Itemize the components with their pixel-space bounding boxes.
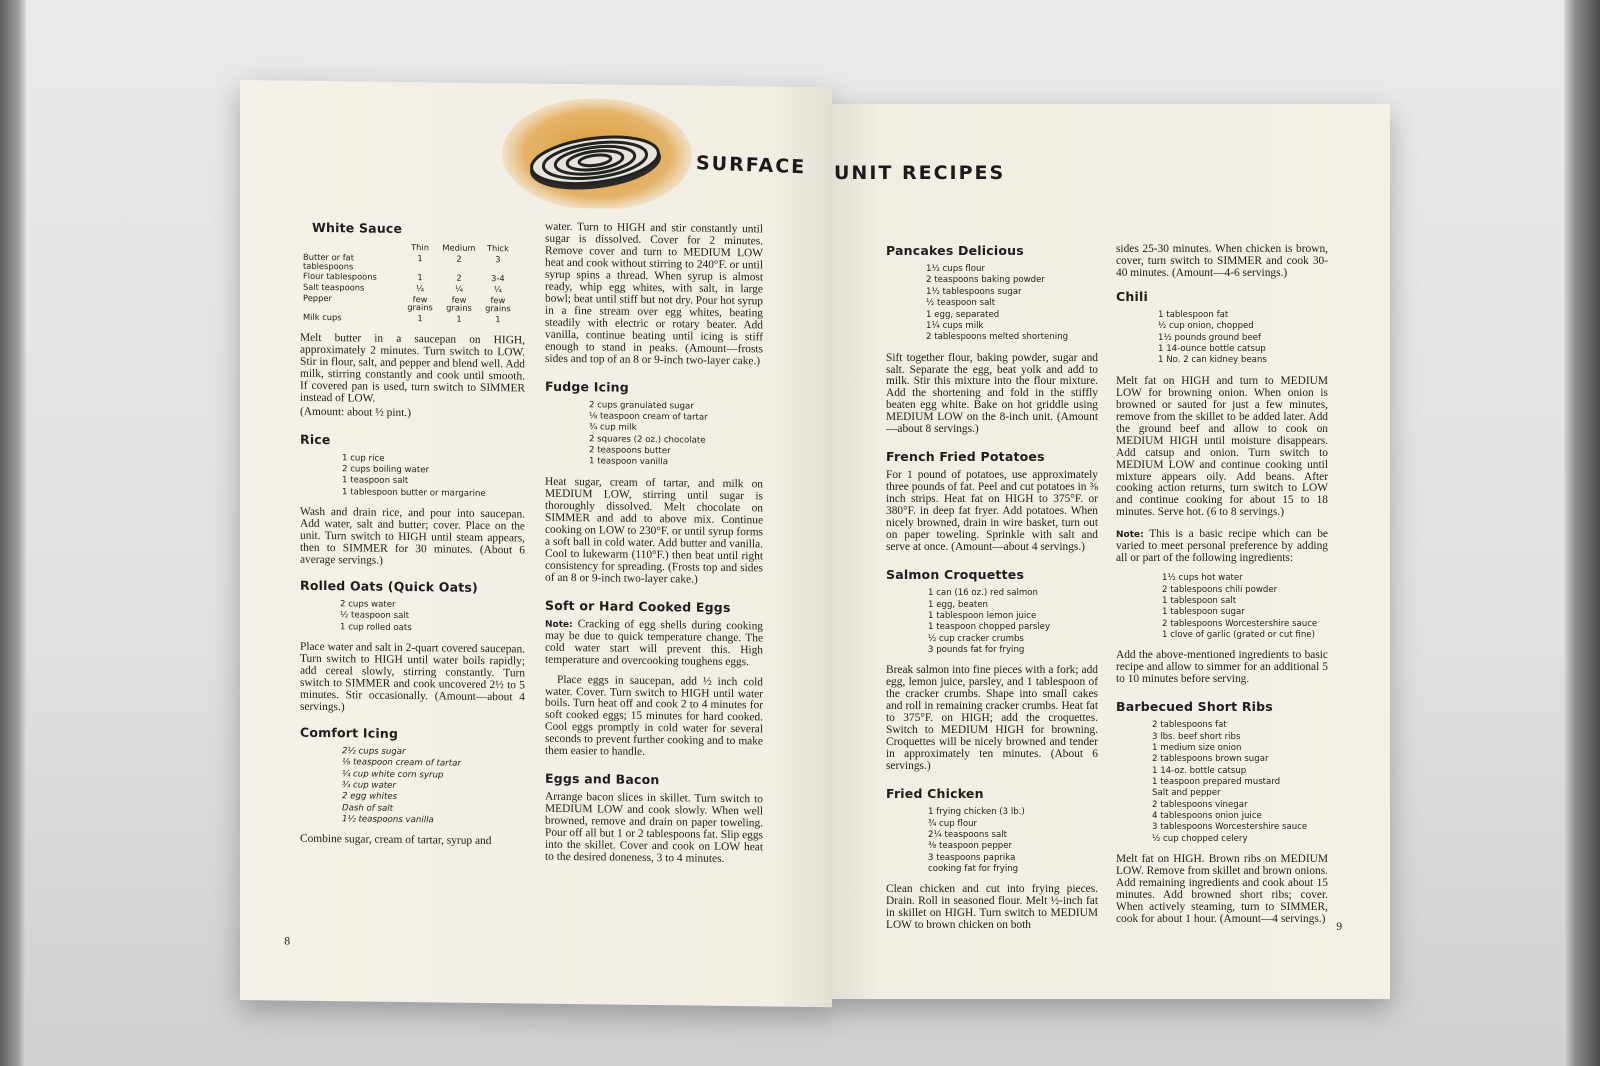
chili-note-text: This is a basic recipe which can be varied to meet personal preference by adding all or part of the following ingredients:	[1116, 528, 1328, 565]
pancakes-directions: Sift together flour, baking powder, sugar and salt. Separate the egg, beat yolk and add to milk. Stir this mixture into the flour mixture. Add the shortening and fold in the stiffly beaten egg white. Bake on hot griddle using MEDIUM LOW on the 8-inch unit. (Amount—about 8 servings.)	[886, 351, 1098, 436]
ingredient-line: Salt and pepper	[1152, 788, 1221, 799]
white-sauce-cell: 1	[456, 313, 462, 324]
ingredient-line: 1 14-oz. bottle catsup	[1152, 765, 1247, 776]
recipe-title-rolled-oats: Rolled Oats (Quick Oats)	[300, 577, 478, 595]
recipe-title-salmon: Salmon Croquettes	[886, 567, 1025, 583]
ingredient-line: ½ teaspoon salt	[926, 298, 996, 309]
ingredient-line: 2 tablespoons fat	[1152, 720, 1227, 731]
ingredient-line: 1½ teaspoons vanilla	[342, 814, 434, 826]
rolled-oats-directions: Place water and salt in 2-quart covered saucepan. Turn switch to HIGH until water boils rapidly; add cereal slowly, stirring constantly. Turn switch to SIMMER and cook uncovered 2½ to 5 minutes. Stir occasionally. (Amount—about 4 servings.)	[300, 640, 525, 714]
ingredient-line: 1 can (16 oz.) red salmon	[928, 588, 1038, 599]
backdrop-left-edge	[0, 0, 26, 1066]
heading-surface: SURFACE	[695, 152, 807, 179]
recipe-title-comfort-icing: Comfort Icing	[300, 724, 399, 741]
ingredient-line: ⅛ teaspoon cream of tartar	[589, 411, 708, 423]
white-sauce-cell: few grains	[485, 294, 511, 314]
ingredient-line: 2 tablespoons Worcestershire sauce	[1162, 618, 1318, 629]
chili-note-label: Note:	[1116, 530, 1144, 541]
chili-ingredients	[1116, 310, 1328, 367]
ingredient-line: 2 tablespoons brown sugar	[1152, 754, 1269, 765]
ingredient-line: ¾ cup flour	[928, 818, 978, 829]
white-sauce-cell: 2	[456, 272, 462, 283]
comfort-icing-ingredients	[300, 746, 525, 828]
white-sauce-cell: Salt teaspoons	[303, 281, 365, 293]
ingredient-line: 2 cups water	[340, 599, 396, 610]
ingredient-line: 2 teaspoons baking powder	[926, 275, 1045, 286]
white-sauce-cell: ¼	[416, 283, 425, 294]
comfort-icing-directions: Combine sugar, cream of tartar, syrup and	[300, 833, 492, 848]
white-sauce-cell: 3-4	[491, 273, 505, 284]
recipe-title-rice: Rice	[300, 431, 331, 447]
ingredient-line: ½ cup chopped celery	[1152, 833, 1248, 844]
page-number-left: 8	[284, 936, 291, 948]
white-sauce-cell: few grains	[446, 294, 472, 314]
white-sauce-table	[300, 241, 516, 325]
ingredient-line: 1 tablespoon sugar	[1162, 607, 1245, 618]
heading-unit-recipes: UNIT RECIPES	[834, 162, 1006, 184]
ingredient-line: ⅛ teaspoon cream of tartar	[342, 757, 461, 770]
ingredient-line: 1 egg, beaten	[928, 599, 988, 610]
white-sauce-directions: Melt butter in a saucepan on HIGH, approximately 2 minutes. Turn switch to LOW. Stir in flour, salt, and pepper and blend well. Add milk, stirring constantly and cook until smooth. If covered pan is used, turn switch to SIMMER instead of LOW.	[300, 331, 525, 405]
ingredient-line: ¼ cup white corn syrup	[342, 768, 444, 781]
fudge-icing-ingredients	[545, 399, 763, 470]
ingredient-line: 1 teaspoon salt	[342, 475, 409, 487]
ingredient-line: 1 teaspoon vanilla	[589, 456, 668, 468]
ingredient-line: 1 No. 2 can kidney beans	[1158, 355, 1267, 366]
ingredient-line: 2¼ teaspoons salt	[928, 829, 1008, 840]
recipe-title-white-sauce: White Sauce	[312, 219, 403, 236]
eggs-note-label: Note:	[545, 619, 573, 630]
chili-extra-ingredients	[1116, 573, 1328, 641]
ingredient-line: Dash of salt	[342, 802, 394, 814]
left-column-2	[545, 222, 763, 875]
right-column-1	[886, 244, 1098, 940]
ingredient-line: 4 tablespoons onion juice	[1152, 811, 1262, 822]
eggs-bacon-directions: Arrange bacon slices in skillet. Turn switch to MEDIUM LOW and cook slowly. When well browned, remove and drain on paper toweling. Pour off all but 1 or 2 tablespoons fat. Slip eggs into the skillet. Cover and cook on LOW heat to the desired doneness, 3 to 4 minutes.	[545, 791, 763, 866]
ingredient-line: 2 cups granulated sugar	[589, 400, 694, 412]
ingredient-line: 1½ cups hot water	[1162, 573, 1243, 584]
ingredient-line: 2½ cups sugar	[342, 746, 406, 757]
french-fried-directions: For 1 pound of potatoes, use approximately three pounds of fat. Peel and cut potatoes in ⅜ inch strips. Heat fat on HIGH to 375°F. or 380°F. in deep fat fryer. Add potatoes. When nicely browned, drain in wire basket, turn out on paper toweling. Sprinkle with salt and serve at once. (Amount—about 4 servings.)	[886, 469, 1098, 554]
rice-directions: Wash and drain rice, and pour into saucepan. Add water, salt and butter; cover. Place on the unit. Turn switch to HIGH until steam appears, then to SIMMER for 30 minutes. (About 6 average servings.)	[300, 505, 525, 567]
ingredient-line: 2 teaspoons butter	[589, 445, 671, 457]
ingredient-line: 1 tablespoon butter or margarine	[342, 486, 486, 499]
ingredient-line: 2 tablespoons vinegar	[1152, 799, 1248, 810]
short-ribs-directions: Melt fat on HIGH. Brown ribs on MEDIUM LOW. Remove from skillet and brown onions. Add remaining ingredients and cook about 15 minutes. Add browned short ribs; cover. When actively steaming, turn to SIMMER, cook for about 1 hour. (Amount—4 servings.)	[1116, 853, 1328, 925]
ingredient-line: 3 pounds fat for frying	[928, 645, 1025, 656]
ingredient-line: 1½ cups flour	[926, 264, 986, 275]
salmon-ingredients	[886, 588, 1098, 656]
ingredient-line: 1½ pounds ground beef	[1158, 332, 1261, 343]
ingredient-line: ⅜ teaspoon pepper	[928, 841, 1013, 852]
white-sauce-cell: 1	[417, 252, 423, 264]
white-sauce-cell: Medium	[442, 242, 476, 254]
white-sauce-cell: Pepper	[303, 292, 332, 303]
white-sauce-cell: ¼	[454, 283, 463, 294]
surface-unit-burner-icon	[502, 95, 692, 209]
salmon-directions: Break salmon into fine pieces with a fork; add egg, lemon juice, parsley, and 1 tablespoon of the cracker crumbs. Shape into small cakes and roll in remaining cracker crumbs. Heat fat to 375°F. on HIGH; add the croquettes. Switch to MEDIUM HIGH for browning. Croquettes will be nicely browned and tender in approximately ten minutes. (About 6 servings.)	[886, 664, 1098, 773]
recipe-booklet	[240, 80, 1390, 1000]
rolled-oats-ingredients	[300, 599, 525, 636]
right-column-2	[1116, 244, 1328, 934]
white-sauce-cell: Thick	[486, 243, 509, 254]
fried-chicken-directions: Clean chicken and cut into frying pieces. Drain. Roll in seasoned flour. Melt ½-inch fat in skillet on HIGH. Turn switch to MEDIUM LOW to brown chicken on both	[886, 883, 1098, 932]
recipe-title-chili: Chili	[1116, 288, 1148, 304]
white-sauce-cell: few grains	[407, 293, 433, 313]
fudge-icing-directions: Heat sugar, cream of tartar, and milk on MEDIUM LOW, stirring until sugar is thoroughly dissolved. Melt chocolate on SIMMER and add to above mix. Continue cooking on LOW to 230°F. or until syrup forms a soft ball in cold water. Add butter and vanilla. Cool to lukewarm (110°F.) then beat until right consistency for spreading. (Frosts top and sides of an 8 or 9-inch two-layer cake.)	[545, 475, 763, 586]
left-column-1	[300, 221, 525, 857]
ingredient-line: 3 teaspoons paprika	[928, 852, 1016, 863]
ingredient-line: 3 tablespoons Worcestershire sauce	[1152, 822, 1308, 833]
white-sauce-row	[300, 312, 516, 325]
white-sauce-cell: 1	[417, 313, 423, 324]
ingredient-line: ½ teaspoon salt	[340, 610, 410, 622]
white-sauce-cell: 1	[495, 314, 501, 325]
ingredient-line: 1 medium size onion	[1152, 743, 1242, 754]
ingredient-line: 1¼ cups milk	[926, 320, 984, 331]
ingredient-line: 2 squares (2 oz.) chocolate	[589, 434, 706, 446]
white-sauce-cell: Milk cups	[303, 311, 342, 323]
ingredient-line: 1 egg, separated	[926, 309, 1000, 320]
ingredient-line: 3 lbs. beef short ribs	[1152, 731, 1241, 742]
recipe-title-eggs-bacon: Eggs and Bacon	[545, 771, 660, 788]
ingredient-line: 1 cup rolled oats	[340, 621, 412, 633]
white-sauce-cell: 2	[456, 253, 462, 264]
ingredient-line: 1½ tablespoons sugar	[926, 286, 1022, 297]
ingredient-line: ¾ cup water	[342, 780, 396, 791]
chili-extras-directions: Add the above-mentioned ingredients to basic recipe and allow to simmer for an additional 5 to 10 minutes before serving.	[1116, 649, 1328, 686]
page-number-right: 9	[1336, 922, 1343, 933]
ingredient-line: 1 tablespoon salt	[1162, 595, 1237, 606]
eggs-note	[545, 618, 763, 669]
white-sauce-cell: Flour tablespoons	[303, 271, 377, 282]
recipe-title-short-ribs: Barbecued Short Ribs	[1116, 699, 1273, 715]
chili-note	[1116, 529, 1328, 565]
short-ribs-ingredients	[1116, 720, 1328, 845]
white-sauce-amount: (Amount: about ½ pint.)	[300, 405, 412, 419]
recipe-title-eggs: Soft or Hard Cooked Eggs	[545, 597, 731, 615]
ingredient-line: ¾ cup milk	[589, 422, 637, 434]
eggs-note-text: Cracking of egg shells during cooking may be due to quick temperature change. The cold water start will prevent this. High temperature and overcooking toughens eggs.	[545, 617, 763, 668]
chili-directions: Melt fat on HIGH and turn to MEDIUM LOW for browning onion. When onion is browned or sauted for just a few minutes, remove from the skillet to be added later. Add the ground beef and allow to cook on MEDIUM HIGH until moisture disappears. Add catsup and onion. Turn switch to MEDIUM LOW and continue cooking until mixture appears oily. Add beans. After cooking action returns, turn switch to LOW and continue cooking for about 15 to 18 minutes. Serve hot. (6 to 8 servings.)	[1116, 374, 1328, 519]
ingredient-line: cooking fat for frying	[928, 863, 1019, 874]
white-sauce-cell: Butter or fat tablespoons	[303, 251, 354, 271]
ingredient-line: 2 egg whites	[342, 791, 398, 803]
eggs-directions: Place eggs in saucepan, add ½ inch cold water. Cover. Turn switch to HIGH until water boils. Turn heat off and cook 2 to 4 minutes for soft cooked eggs; 15 minutes for hard cooked. Cool eggs promptly in cold water for several seconds to prevent further cooking and to make them easier to handle.	[545, 673, 763, 759]
ingredient-line: 2 tablespoons chili powder	[1162, 584, 1278, 595]
white-sauce-row	[300, 252, 516, 274]
white-sauce-cell: Thin	[411, 242, 429, 253]
ingredient-line: 1 cup rice	[342, 452, 385, 464]
white-sauce-cell: ¼	[493, 284, 502, 295]
ingredient-line: 2 tablespoons melted shortening	[926, 332, 1069, 343]
ingredient-line: 1 teaspoon chopped parsley	[928, 622, 1051, 633]
fried-chicken-directions-cont: sides 25-30 minutes. When chicken is brown, cover, turn switch to SIMMER and cook 30-40 minutes. (Amount—4-6 servings.)	[1116, 243, 1328, 279]
ingredient-line: 1 frying chicken (3 lb.)	[928, 807, 1025, 818]
ingredient-line: 1 tablespoon lemon juice	[928, 611, 1037, 622]
ingredient-line: 1 14-ounce bottle catsup	[1158, 344, 1266, 355]
fried-chicken-ingredients	[886, 807, 1098, 875]
ingredient-line: 1 teaspoon prepared mustard	[1152, 777, 1281, 788]
comfort-icing-directions-cont: water. Turn to HIGH and stir constantly until sugar is dissolved. Cover for 2 minutes. Remove cover and turn to MEDIUM LOW heat and cook without stirring to 240°F. or until syrup spins a thread. When syrup is almost ready, whip egg whites, with salt, in large bowl; beat until stiff but not dry. Pour hot syrup in a fine stream over egg whites, beating steadily with electric or rotary beater. Add vanilla, continue beating until icing is stiff enough to stand in peaks. (Amount—frosts sides and top of an 8 or 9-inch two-layer cake.)	[545, 220, 763, 368]
ingredient-line: 1 tablespoon fat	[1158, 310, 1229, 321]
recipe-title-french-fried: French Fried Potatoes	[886, 449, 1045, 465]
recipe-title-fudge-icing: Fudge Icing	[545, 378, 629, 395]
white-sauce-cell: 3	[495, 253, 501, 265]
pancakes-ingredients	[886, 264, 1098, 343]
recipe-title-pancakes: Pancakes Delicious	[886, 243, 1024, 258]
white-sauce-cell: 1	[417, 272, 423, 283]
ingredient-line: 2 cups boiling water	[342, 464, 430, 476]
rice-ingredients	[300, 452, 525, 500]
right-page	[828, 104, 1390, 999]
ingredient-line: 1 clove of garlic (grated or cut fine)	[1162, 630, 1315, 640]
ingredient-line: ½ cup cracker crumbs	[928, 633, 1024, 644]
backdrop-right-edge	[1564, 0, 1600, 1066]
white-sauce-row	[300, 292, 516, 314]
ingredient-line: ½ cup onion, chopped	[1158, 321, 1254, 332]
recipe-title-fried-chicken: Fried Chicken	[886, 786, 984, 802]
left-page	[240, 80, 832, 1007]
